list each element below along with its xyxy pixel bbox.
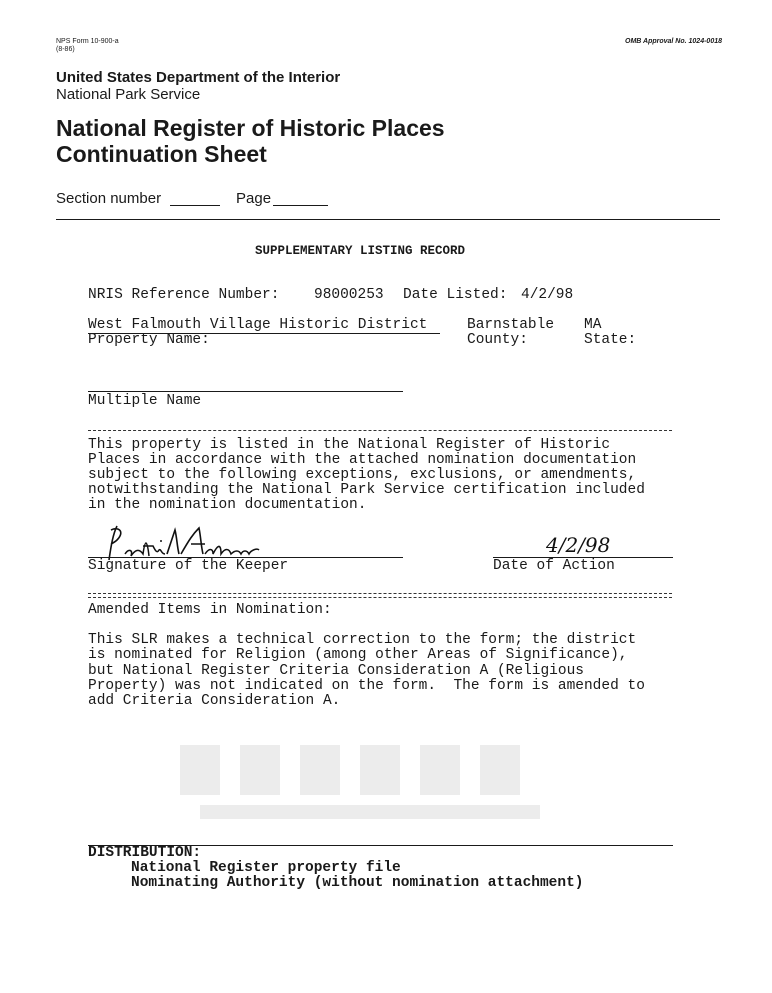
distribution-item-1: National Register property file (131, 860, 401, 876)
bleed-through-watermark (180, 735, 580, 825)
statement-line-2: Places in accordance with the attached nomination documentation (88, 452, 637, 468)
date-listed-value: 4/2/98 (521, 287, 574, 303)
date-listed-label: Date Listed: (403, 287, 508, 303)
header-rule (56, 219, 720, 220)
statement-line-4: notwithstanding the National Park Service certification included (88, 482, 645, 498)
department-name: United States Department of the Interior (56, 69, 341, 86)
signature-label: Signature of the Keeper (88, 558, 289, 574)
section-number-field (170, 205, 220, 206)
property-name-value: West Falmouth Village Historic District (88, 317, 428, 333)
record-heading: SUPPLEMENTARY LISTING RECORD (255, 244, 466, 258)
agency-name: National Park Service (56, 86, 201, 103)
multiple-name-label: Multiple Name (88, 393, 202, 409)
amended-line-2: is nominated for Religion (among other Areas of Significance), (88, 647, 628, 663)
action-date-label: Date of Action (493, 558, 615, 574)
property-name-label: Property Name: (88, 332, 210, 348)
amended-heading: Amended Items in Nomination: (88, 602, 332, 618)
form-subtitle: Continuation Sheet (56, 141, 267, 167)
svg-text:4/2/98: 4/2/98 (546, 533, 611, 557)
distribution-label: DISTRIBUTION: (88, 845, 202, 861)
form-number: NPS Form 10-900-a (8-86) (56, 38, 119, 53)
statement-line-1: This property is listed in the National Register of Historic (88, 437, 611, 453)
nris-label: NRIS Reference Number: (88, 287, 280, 303)
amended-line-3: but National Register Criteria Consideration A (Religious (88, 663, 584, 679)
state-value: MA (584, 317, 602, 333)
statement-line-3: subject to the following exceptions, exclusions, or amendments, (88, 467, 637, 483)
distribution-item-2: Nominating Authority (without nomination attachment) (131, 875, 584, 891)
page-number-field (273, 205, 328, 206)
multiple-name-field (88, 391, 403, 392)
amended-line-4: Property) was not indicated on the form. The form is amended to (88, 678, 645, 694)
form-date: (8-86) (56, 46, 75, 53)
form-title: National Register of Historic Places (56, 115, 445, 141)
county-value: Barnstable (467, 317, 555, 333)
double-divider (88, 593, 672, 598)
amended-line-1: This SLR makes a technical correction to the form; the district (88, 632, 637, 648)
section-number-label: Section number (56, 190, 162, 207)
amended-line-5: add Criteria Consideration A. (88, 693, 341, 709)
state-label: State: (584, 332, 637, 348)
statement-line-5: in the nomination documentation. (88, 497, 367, 513)
nris-value: 98000253 (314, 287, 384, 303)
dashed-divider (88, 430, 672, 431)
action-date-handwritten (540, 528, 630, 560)
page-label: Page (236, 190, 272, 207)
omb-approval: OMB Approval No. 1024-0018 (625, 38, 722, 45)
county-label: County: (467, 332, 528, 348)
